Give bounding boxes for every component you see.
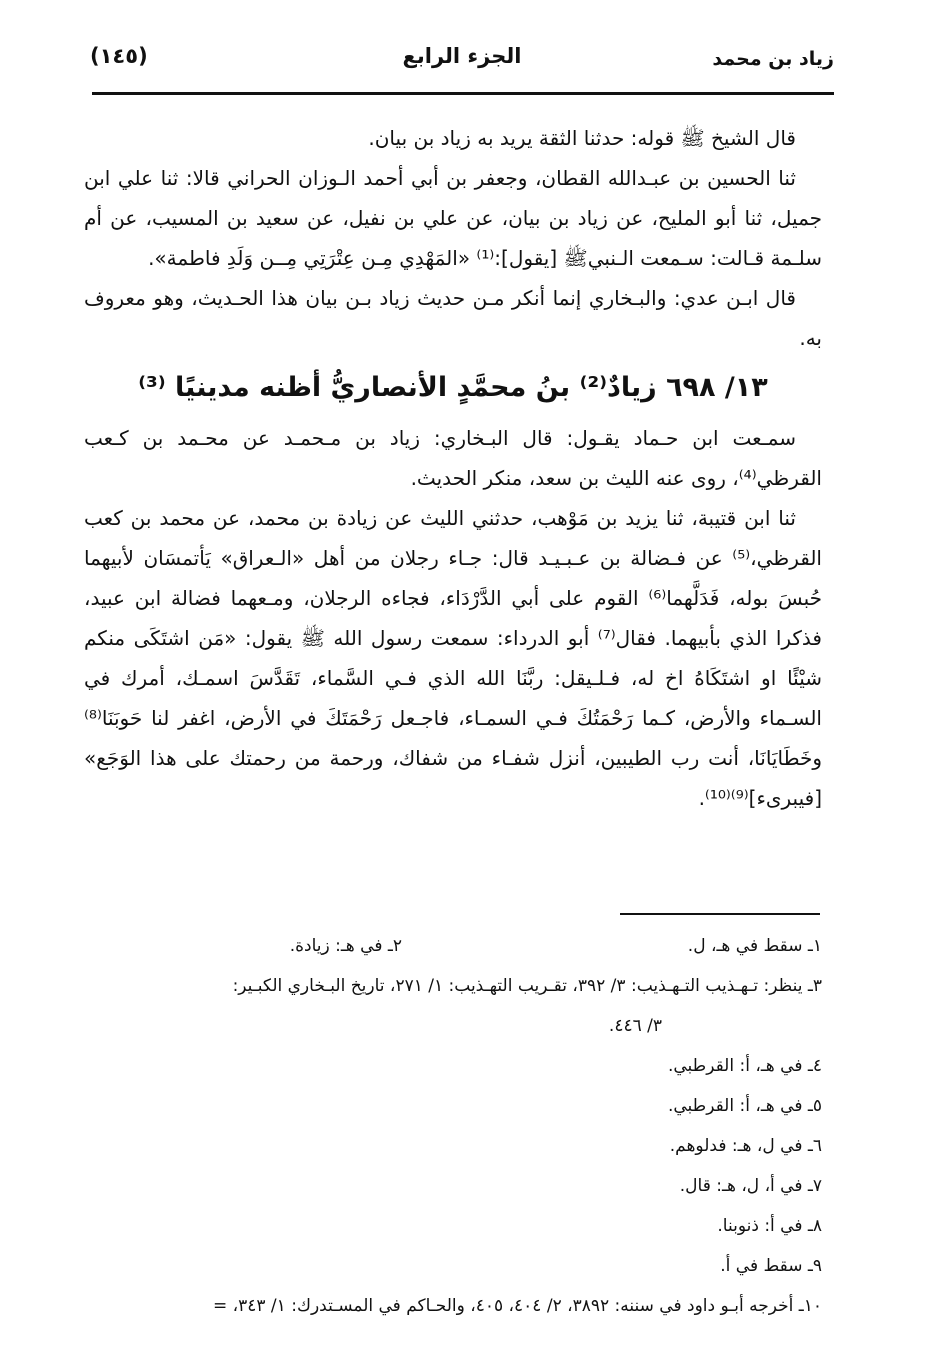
header-rule (92, 92, 834, 95)
footnote-7: ٧ـ في أ، ل، هـ: قال. (679, 1176, 822, 1196)
paragraph-1: قال الشيخ ﷺ قوله: حدثنا الثقة يريد به زياد بن بيان. (368, 126, 796, 150)
footnote-5: ٥ـ في هـ، أ: القرطبي. (667, 1096, 822, 1116)
running-head (90, 40, 834, 80)
footnote-row (40, 926, 822, 966)
part-title: الجزء الرابع (402, 44, 522, 68)
footnote-10: ١٠ـ أخرجه أبـو داود في سننه: ٣٨٩٢، ٢/ ٤٠٤، ٤٠٥، والحـاكم في المسـتدرك: ١/ ٣٤٣، = (212, 1296, 822, 1316)
footnote-9: ٩ـ سقط في أ. (720, 1256, 822, 1276)
footnote-3-continuation: ٣/ ٤٤٦. (608, 1016, 662, 1036)
footnote-2: ٢ـ في هـ: زيادة. (289, 936, 402, 956)
main-text (84, 118, 822, 818)
footnote-4: ٤ـ في هـ، أ: القرطبي. (667, 1056, 822, 1076)
paragraph-5: ثنا ابن قتيبة، ثنا يزيد بن مَوْهب، حدثني الليث عن زيادة بن محمد، عن محمد بن كعب القرظي،⁽⁵⁾ عن فـضالة بن عـبـيـد قال: جـاء رجلان من أهل «الـعراق» يَأتمسَان لأبيهما حُبسَ بوله، فَدَلَّهما⁽⁶⁾ القوم على أبي الدَّرْدَاء، فجاءه الرجلان، ومـعهما فضالة ابن عبيد، فذكرا الذي بأبيهما. فقال⁽⁷⁾ أبو الدرداء: سمعت رسول الله ﷺ يقول: «مَن اشتَكَى منكم شيْئًا او اشتَكَاهُ اخ له، فـلـيقل: ربَّنَا الله الذي فـي السَّماء، تَقَدَّسَ اسمـك، أمرك في السـماء والأرض، كـما رَحْمَتُكَ فـي السمـاء، فاجـعل رَحْمَتَكَ في الأرض، اغفر لنا حَوبَنَا⁽⁸⁾ وخَطَايَانَا، أنت رب الطيبين، أنزل شفـاء من شفاك، ورحمة من رحمتك على هذا الوَجَع» [فيبرىء]⁽⁹⁾⁽¹⁰⁾. (84, 506, 822, 810)
entry-heading: ١٣/ ٦٩٨ زيادٌ⁽²⁾ بنُ محمَّدٍ الأنصاريُّ أظنه مدينيًا ⁽³⁾ (138, 372, 768, 403)
footnote-1: ١ـ سقط في هـ، ل. (687, 936, 822, 956)
footnote-6: ٦ـ في ل، هـ: فدلوهم. (669, 1136, 822, 1156)
footnote-rule (620, 913, 820, 915)
paragraph-2: ثنا الحسين بن عبـدالله القطان، وجعفر بن أبي أحمد الـوزان الحراني قالا: ثنا علي ابن جميل، ثنا أبو المليح، عن زياد بن بيان، عن علي بن نفيل، عن سعيد بن المسيب، عن أم سلـمة قـالت: سـمعت الـنبيﷺ [يقول]:⁽¹⁾ «المَهْدِي مِـن عِتْرَتِي مِــن وَلَدِ فاطمة». (84, 166, 822, 270)
footnote-8: ٨ـ في أ: ذنوبنا. (717, 1216, 822, 1236)
footnotes (40, 926, 822, 1326)
paragraph-3: قال ابـن عدي: والبـخاري إنما أنكر مـن حديث زياد بـن بيان هذا الحـديث، وهو معروف به. (84, 286, 822, 350)
paragraph-4: سمـعت ابن حـماد يقـول: قال البـخاري: زياد بن مـحمـد عن محـمد بن كـعب القرظي⁽⁴⁾، روى عنه الليث بن سعد، منكر الحديث. (84, 426, 822, 490)
page-number: (١٤٥) (90, 44, 148, 68)
footnote-3: ٣ـ ينظر: تـهـذيب التـهـذيب: ٣/ ٣٩٢، تقـريب التهـذيب: ١/ ٢٧١، تاريخ البـخاري الكبـير: (232, 976, 822, 996)
running-title: زياد بن محمد (712, 48, 834, 70)
